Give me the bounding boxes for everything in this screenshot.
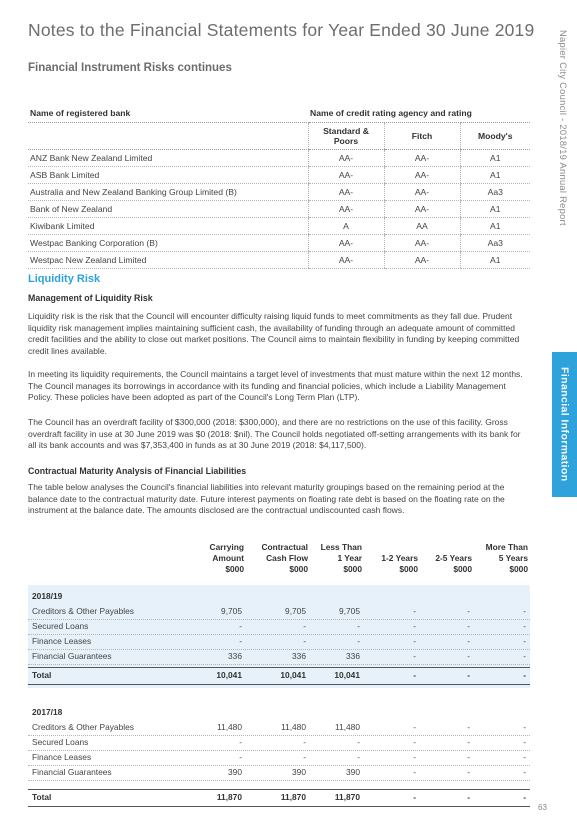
bank-name: Australia and New Zealand Banking Group Limited (B) — [28, 184, 308, 201]
maturity-row-value: - — [413, 621, 416, 631]
maturity-row — [28, 720, 530, 736]
bank-row — [28, 235, 530, 252]
maturity-row-label: Finance Leases — [32, 636, 92, 646]
rating-moodys: Aa3 — [460, 184, 530, 201]
total-row-value: 10,041 — [280, 670, 306, 680]
rating-fitch: AA- — [384, 167, 460, 184]
maturity-row-value: - — [413, 737, 416, 747]
maturity-row-value: - — [523, 752, 526, 762]
bank-row — [28, 201, 530, 218]
year-heading-label: 2018/19 — [32, 591, 63, 601]
bank-row — [28, 252, 530, 269]
maturity-row-label: Secured Loans — [32, 621, 89, 631]
maturity-intro-paragraph: The table below analyses the Council's financial liabilities into relevant maturity groupings based on the remaining period at the balance date to the contractual maturity date. Future interest payments on floating rate debt is based on the floating rate on the instrument at the balance date. The amounts disclosed are the contractual undiscounted cash flows. — [28, 482, 505, 516]
maturity-row — [28, 619, 530, 635]
maturity-row-value: 390 — [292, 767, 306, 777]
maturity-row-value: 9,705 — [339, 606, 360, 616]
liquidity-paragraph-1: Liquidity risk is the risk that the Council will encounter difficulty raising liquid funds to meet commitments as they fall due. Prudent liquidity risk management implies maintaining sufficient cash, the availability of funding through an adequate amount of committed credit facilities and the ability to close out market positions. The Council aims to maintain flexibility in funding by keeping committed credit lines available. — [28, 311, 520, 356]
bank-name: Westpac New Zealand Limited — [28, 252, 308, 269]
total-row-value: - — [413, 792, 416, 802]
total-row-value: 10,041 — [334, 670, 360, 680]
total-row — [28, 667, 530, 685]
rating-moodys: A1 — [460, 201, 530, 218]
maturity-row-value: - — [413, 606, 416, 616]
maturity-row-label: Secured Loans — [32, 737, 89, 747]
page-subtitle: Financial Instrument Risks continues — [28, 62, 232, 74]
liquidity-risk-heading: Liquidity Risk — [28, 273, 101, 285]
maturity-row-value: - — [523, 737, 526, 747]
total-row-value: 11,870 — [216, 792, 242, 802]
total-row-value: 10,041 — [216, 670, 242, 680]
total-row-value: - — [467, 670, 470, 680]
maturity-row-value: - — [523, 606, 526, 616]
maturity-row-value: - — [413, 651, 416, 661]
maturity-row-value: 336 — [228, 651, 242, 661]
maturity-row-value: 11,480 — [217, 722, 242, 732]
col-1-2-years: 1-2 Years $000 — [381, 553, 418, 574]
rating-fitch: AA- — [384, 184, 460, 201]
maturity-row-value: - — [523, 651, 526, 661]
total-row-value: 11,870 — [280, 792, 306, 802]
maturity-row-value: - — [467, 737, 470, 747]
total-row-label: Total — [32, 670, 52, 680]
agency-sp-header: Standard & Poors — [308, 123, 384, 150]
rating-moodys: A1 — [460, 167, 530, 184]
rating-sp: AA- — [308, 150, 384, 167]
total-row — [28, 789, 530, 807]
maturity-row-value: - — [467, 767, 470, 777]
col-carrying-amount: Carrying Amount $000 — [209, 542, 244, 574]
maturity-row-label: Finance Leases — [32, 752, 92, 762]
section-tab — [552, 352, 577, 497]
col-more-than-5-years: More Than 5 Years $000 — [485, 542, 528, 574]
maturity-row-value: - — [303, 752, 306, 762]
rating-sp: AA- — [308, 184, 384, 201]
rating-moodys: A1 — [460, 150, 530, 167]
section-tab-label: Financial Information — [558, 367, 571, 482]
rating-fitch: AA- — [384, 150, 460, 167]
bank-row — [28, 150, 530, 167]
col-2-5-years: 2-5 Years $000 — [435, 553, 472, 574]
page-title: Notes to the Financial Statements for Year Ended 30 June 2019 — [28, 20, 535, 40]
maturity-row-value: - — [413, 767, 416, 777]
maturity-row-value: 11,480 — [281, 722, 306, 732]
maturity-row-value: - — [413, 722, 416, 732]
liquidity-paragraph-3: The Council has an overdraft facility of $300,000 (2018: $300,000), and there are no restrictions on the use of this facility. Gross overdraft facility in use at 30 June 2019 was $0 (2018: $nil). The Council holds negotiated off-setting arrangements with its bank for all its bank accounts and was $7,353,400 in funds as at 30 June 2019 (2018: $4,117,500). — [28, 417, 521, 451]
maturity-row-value: 11,480 — [335, 722, 360, 732]
rating-fitch: AA- — [384, 201, 460, 218]
bank-name: Bank of New Zealand — [28, 201, 308, 218]
rating-sp: AA- — [308, 235, 384, 252]
maturity-row-label: Financial Guarantees — [32, 651, 112, 661]
contractual-maturity-heading: Contractual Maturity Analysis of Financial Liabilities — [28, 466, 247, 476]
maturity-row — [28, 750, 530, 766]
maturity-row — [28, 649, 530, 665]
year-heading-label: 2017/18 — [32, 707, 63, 717]
maturity-row-value: - — [523, 767, 526, 777]
bank-ratings-table — [28, 104, 530, 269]
maturity-row-value: - — [413, 636, 416, 646]
total-row-value: - — [523, 670, 526, 680]
rating-fitch: AA- — [384, 252, 460, 269]
maturity-row-value: - — [467, 606, 470, 616]
side-report-label: Napier City Council - 2018/19 Annual Report — [558, 30, 568, 226]
maturity-row-value: - — [523, 621, 526, 631]
rating-sp: AA- — [308, 201, 384, 218]
col-less-than-1-year: Less Than 1 Year $000 — [320, 542, 362, 574]
bank-row — [28, 184, 530, 201]
maturity-row-value: - — [239, 636, 242, 646]
maturity-row-value: 9,705 — [221, 606, 242, 616]
maturity-row-value: - — [239, 752, 242, 762]
total-row-value: - — [413, 670, 416, 680]
maturity-row-value: 390 — [228, 767, 242, 777]
rating-moodys: A1 — [460, 252, 530, 269]
bank-name: ANZ Bank New Zealand Limited — [28, 150, 308, 167]
agency-moodys-header: Moody's — [460, 123, 530, 150]
maturity-row-label: Creditors & Other Payables — [32, 606, 134, 616]
maturity-row-value: - — [239, 737, 242, 747]
maturity-row — [28, 735, 530, 751]
bank-name: Westpac Banking Corporation (B) — [28, 235, 308, 252]
liquidity-paragraph-2: In meeting its liquidity requirements, the Council maintains a target level of investments that must mature within the next 12 months. The Council manages its borrowings in accordance with its funding and financial policies, which include a Liability Management Policy. These policies have been adopted as part of the Council's Long Term Plan (LTP). — [28, 369, 523, 403]
total-row-value: 11,870 — [334, 792, 360, 802]
maturity-row-value: - — [357, 752, 360, 762]
maturity-row-value: - — [413, 752, 416, 762]
maturity-row-value: - — [523, 636, 526, 646]
maturity-row — [28, 604, 530, 620]
maturity-row-label: Financial Guarantees — [32, 767, 112, 777]
maturity-row-value: 390 — [346, 767, 360, 777]
maturity-row-label: Creditors & Other Payables — [32, 722, 134, 732]
maturity-row-value: - — [357, 737, 360, 747]
rating-sp: AA- — [308, 252, 384, 269]
maturity-row-value: - — [467, 636, 470, 646]
rating-moodys: A1 — [460, 218, 530, 235]
rating-sp: A — [308, 218, 384, 235]
bank-name: ASB Bank Limited — [28, 167, 308, 184]
maturity-row-value: - — [467, 621, 470, 631]
maturity-row-value: 9,705 — [285, 606, 306, 616]
year-heading — [28, 589, 530, 604]
total-row-label: Total — [32, 792, 52, 802]
maturity-row-value: - — [303, 636, 306, 646]
bank-row — [28, 167, 530, 184]
maturity-row — [28, 765, 530, 781]
maturity-row-value: - — [357, 621, 360, 631]
agency-fitch-header: Fitch — [384, 123, 460, 150]
maturity-table-header — [28, 529, 530, 575]
maturity-row — [28, 634, 530, 650]
rating-moodys: Aa3 — [460, 235, 530, 252]
rating-sp: AA- — [308, 167, 384, 184]
maturity-row-value: - — [357, 636, 360, 646]
total-row-value: - — [467, 792, 470, 802]
maturity-row-value: - — [467, 722, 470, 732]
bank-name: Kiwibank Limited — [28, 218, 308, 235]
maturity-row-value: - — [467, 752, 470, 762]
col-agency-header: Name of credit rating agency and rating — [308, 104, 530, 123]
maturity-row-value: - — [303, 737, 306, 747]
rating-fitch: AA- — [384, 235, 460, 252]
total-row-value: - — [523, 792, 526, 802]
bank-row — [28, 218, 530, 235]
rating-fitch: AA — [384, 218, 460, 235]
maturity-row-value: - — [239, 621, 242, 631]
maturity-row-value: - — [467, 651, 470, 661]
col-contractual-cash-flow: Contractual Cash Flow $000 — [261, 542, 308, 574]
col-bank-header: Name of registered bank — [28, 104, 308, 123]
year-heading — [28, 705, 530, 720]
maturity-row-value: 336 — [292, 651, 306, 661]
mgmt-liquidity-heading: Management of Liquidity Risk — [28, 293, 153, 303]
maturity-row-value: - — [303, 621, 306, 631]
maturity-row-value: 336 — [346, 651, 360, 661]
maturity-row-value: - — [523, 722, 526, 732]
page-number: 63 — [538, 803, 547, 812]
